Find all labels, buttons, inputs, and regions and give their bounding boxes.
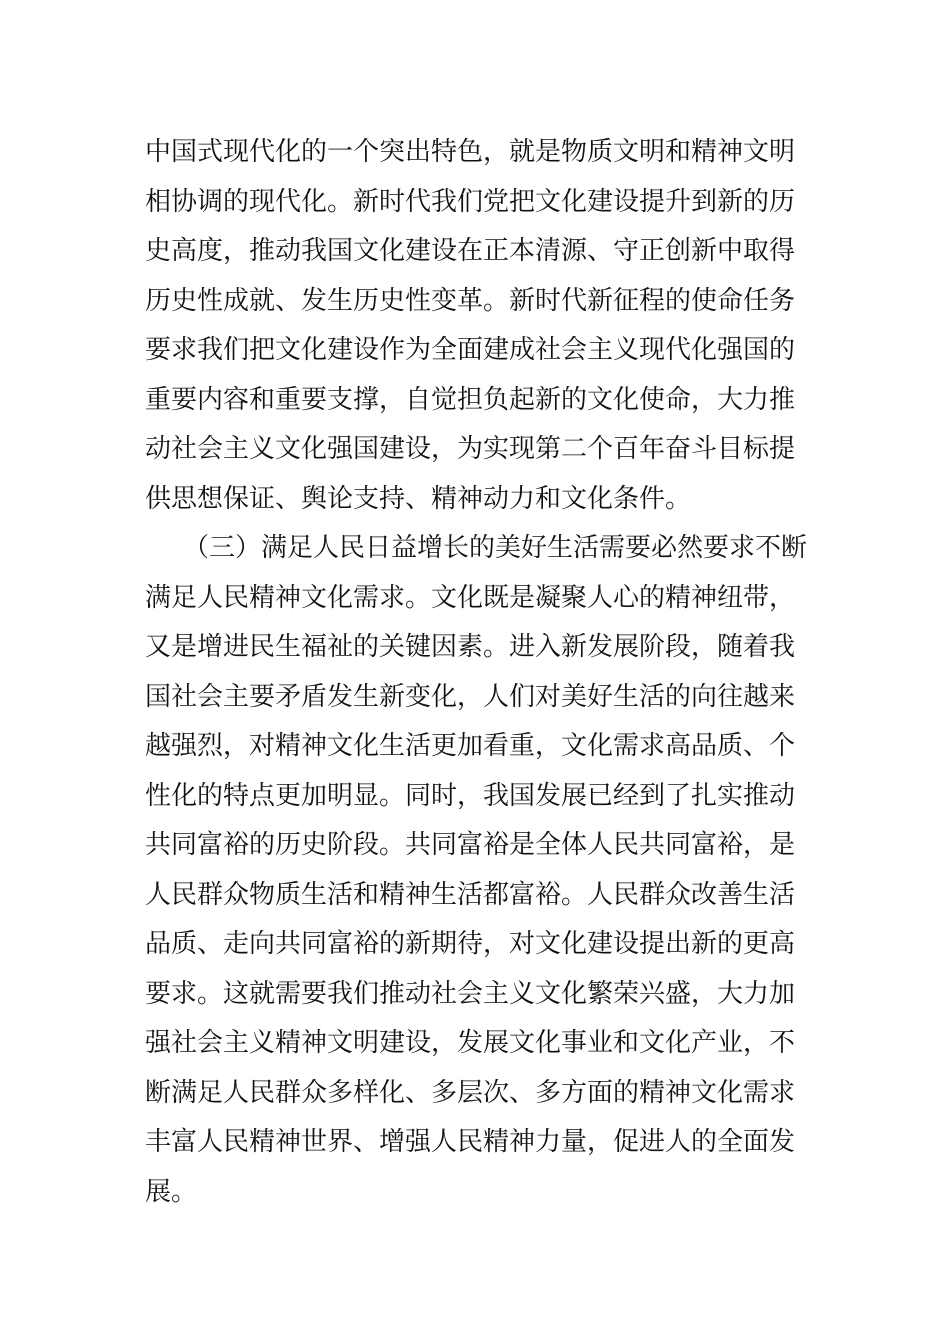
- text-line: 又是增进民生福祉的关键因素。进入新发展阶段，随着我: [145, 632, 796, 662]
- text-line: 历史性成就、发生历史性变革。新时代新征程的使命任务: [145, 285, 796, 316]
- body-text: [145, 128, 810, 1217]
- text-line: 国社会主要矛盾发生新变化，人们对美好生活的向往越来: [145, 681, 796, 712]
- text-line: 供思想保证、舆论支持、精神动力和文化条件。: [145, 483, 692, 514]
- text-line: 越强烈，对精神文化生活更加看重，文化需求高品质、个: [145, 731, 796, 761]
- text-line: 满足人民精神文化需求。文化既是凝聚人心的精神纽带，: [145, 582, 796, 613]
- text-line: 丰富人民精神世界、增强人民精神力量，促进人的全面发: [145, 1127, 796, 1157]
- text-line: 断满足人民群众多样化、多层次、多方面的精神文化需求: [145, 1077, 796, 1108]
- text-line: 要求。这就需要我们推动社会主义文化繁荣兴盛，大力加: [145, 978, 796, 1009]
- text-line: 相协调的现代化。新时代我们党把文化建设提升到新的历: [145, 186, 796, 217]
- text-line: 展。: [145, 1176, 198, 1207]
- text-line: 人民群众物质生活和精神生活都富裕。人民群众改善生活: [145, 879, 796, 910]
- section-heading-line: （三）满足人民日益增长的美好生活需要必然要求不断: [183, 533, 808, 563]
- text-line: 品质、走向共同富裕的新期待，对文化建设提出新的更高: [145, 929, 796, 959]
- text-line: 要求我们把文化建设作为全面建成社会主义现代化强国的: [145, 335, 796, 365]
- text-line: 动社会主义文化强国建设，为实现第二个百年奋斗目标提: [145, 434, 796, 464]
- text-line: 重要内容和重要支撑，自觉担负起新的文化使命，大力推: [145, 384, 796, 415]
- text-line: 史高度，推动我国文化建设在正本清源、守正创新中取得: [145, 236, 796, 266]
- text-line: 共同富裕的历史阶段。共同富裕是全体人民共同富裕，是: [145, 830, 796, 860]
- text-line: 强社会主义精神文明建设，发展文化事业和文化产业，不: [145, 1028, 796, 1058]
- text-line: 中国式现代化的一个突出特色，就是物质文明和精神文明: [145, 137, 796, 167]
- text-line: 性化的特点更加明显。同时，我国发展已经到了扎实推动: [145, 780, 796, 811]
